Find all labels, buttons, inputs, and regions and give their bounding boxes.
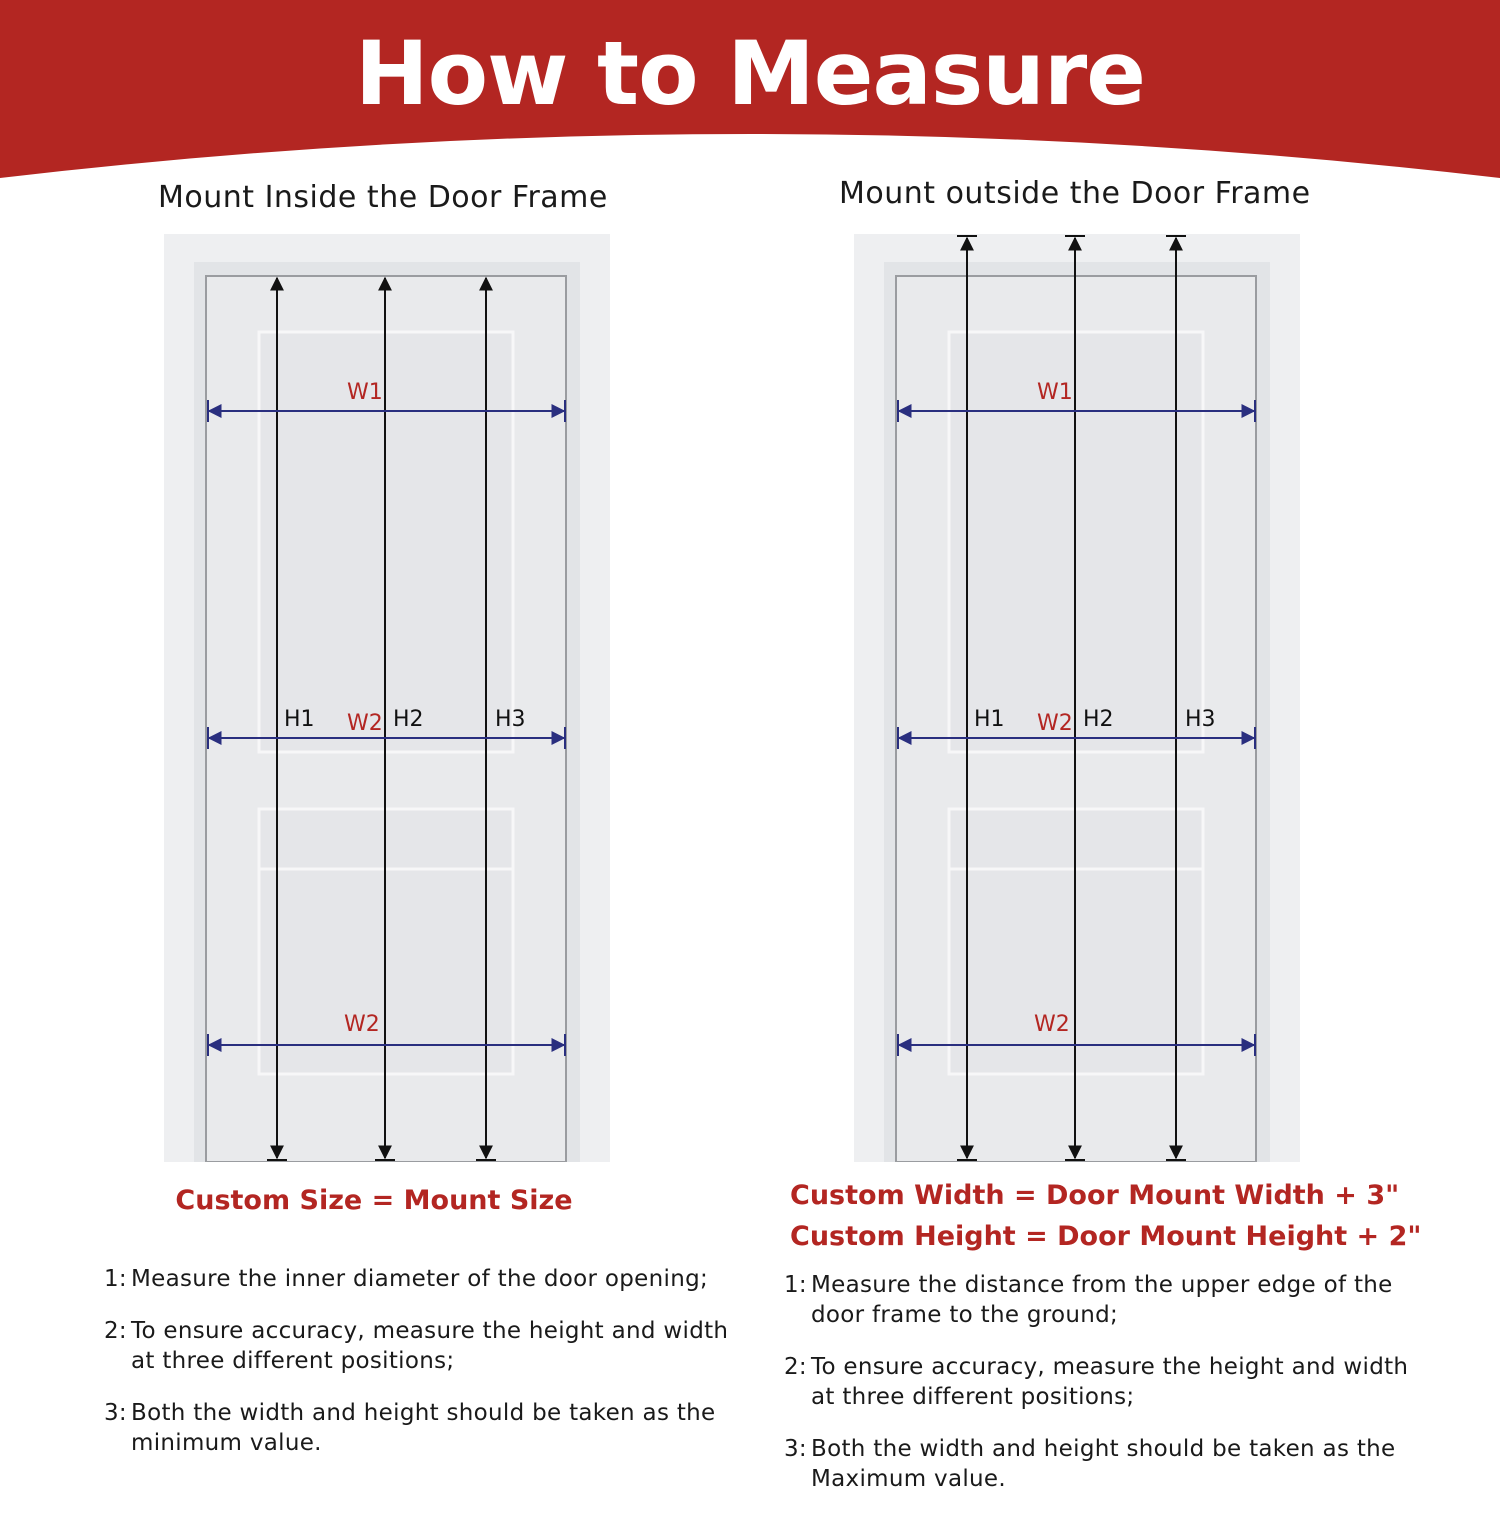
- outside-formula-width: Custom Width = Door Mount Width + 3": [790, 1180, 1400, 1211]
- w1-label: W1: [347, 380, 383, 405]
- inside-step-3: 3: Both the width and height should be taken as the minimum value.: [104, 1400, 716, 1456]
- w2-mid-label: W2: [347, 711, 383, 736]
- h2-label: H2: [393, 707, 424, 732]
- w2-bottom-label: W2: [1034, 1012, 1070, 1037]
- inside-step-2: 2: To ensure accuracy, measure the height and width at three different positions;: [104, 1318, 729, 1374]
- outside-mount-title: Mount outside the Door Frame: [839, 176, 1311, 211]
- w2-bottom-label: W2: [344, 1012, 380, 1037]
- outside-steps-list: [784, 1270, 1414, 1516]
- inside-mount-title: Mount Inside the Door Frame: [158, 180, 608, 215]
- inside-steps-list: [104, 1264, 744, 1480]
- outside-formula-height: Custom Height = Door Mount Height + 2": [790, 1221, 1422, 1252]
- h3-label: H3: [495, 707, 526, 732]
- outside-step-1: 1: Measure the distance from the upper edge of the door frame to the ground;: [784, 1272, 1393, 1328]
- h1-label: H1: [284, 707, 315, 732]
- inside-mount-door-diagram: [164, 234, 610, 1162]
- h3-label: H3: [1185, 707, 1216, 732]
- page-title: How to Measure: [355, 22, 1145, 125]
- outside-step-2: 2: To ensure accuracy, measure the height and width at three different positions;: [784, 1354, 1409, 1410]
- inside-formula: Custom Size = Mount Size: [175, 1185, 573, 1216]
- w1-label: W1: [1037, 380, 1073, 405]
- h2-label: H2: [1083, 707, 1114, 732]
- inside-step-1: 1: Measure the inner diameter of the door opening;: [104, 1266, 709, 1292]
- outside-mount-door-diagram: [854, 234, 1300, 1162]
- w2-mid-label: W2: [1037, 711, 1073, 736]
- h1-label: H1: [974, 707, 1005, 732]
- outside-step-3: 3: Both the width and height should be taken as the Maximum value.: [784, 1436, 1396, 1492]
